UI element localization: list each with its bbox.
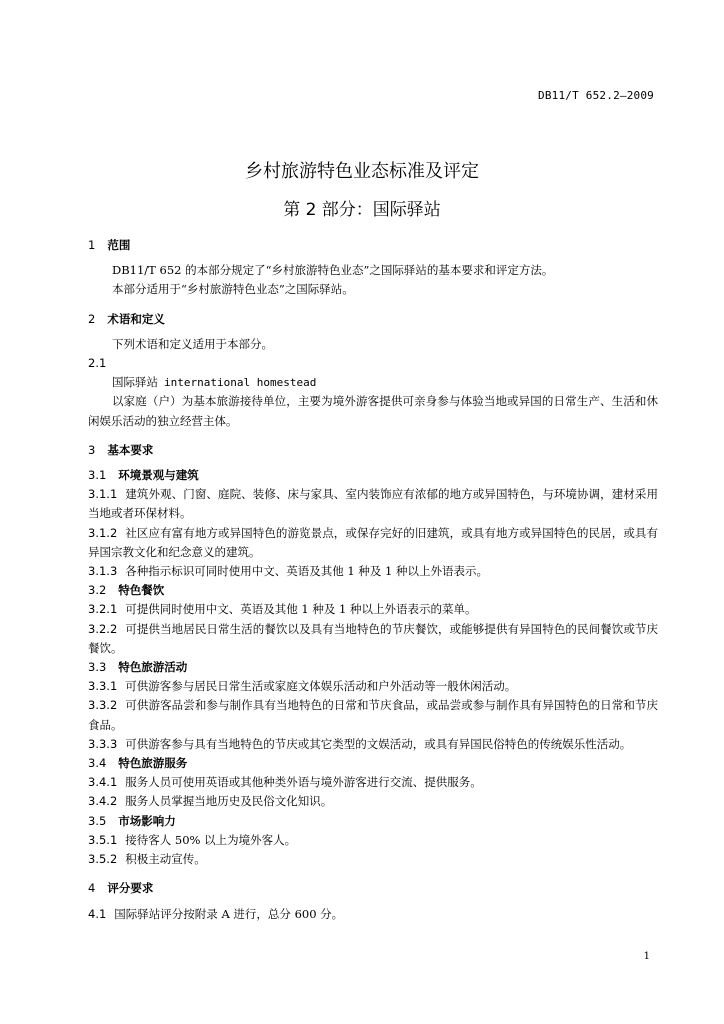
clause-number: 3.1.1 [88,487,118,502]
clause-item [88,677,658,696]
clause-text: 服务人员可使用英语或其他种类外语与境外游客进行交流、提供服务。 [125,775,482,790]
section-heading-scoring [88,879,658,898]
clause-number: 3.2.1 [88,602,118,617]
paragraph: DB11/T 652 的本部分规定了“乡村旅游特色业态”之国际驿站的基本要求和评定方法。 [112,263,554,278]
clause-item [88,850,658,869]
subsection-title: 特色旅游活动 [118,660,188,675]
clause-number: 4.1 [88,906,107,921]
term-definition: 以家庭（户）为基本旅游接待单位，主要为境外游客提供可亲身参与体验当地或异国的日常生产、生活和休闲娱乐活动的独立经营主体。 [88,394,658,428]
subsection-heading [88,466,658,485]
term-number: 2.1 [88,356,107,371]
clause-text: 可提供当地居民日常生活的餐饮以及具有当地特色的节庆餐饮，或能够提供有异国特色的民间餐饮或节庆餐饮。 [88,621,658,655]
section-number: 2 [88,311,96,326]
subsection-number: 3.2 [88,583,107,598]
clause-number: 3.5.2 [88,852,118,867]
subsection-number: 3.5 [88,813,107,828]
section-title: 范围 [107,238,131,252]
clause-number: 3.4.1 [88,775,118,790]
subsection-title: 特色旅游服务 [118,756,188,771]
clause-text: 接待客人 50% 以上为境外客人。 [125,832,297,847]
clause-text: 各种指示标识可同时使用中文、英语及其他 1 种及 1 种以上外语表示。 [125,564,489,579]
paragraph: 本部分适用于“乡村旅游特色业态”之国际驿站。 [112,282,354,297]
clause-item [88,696,658,734]
clause-text: 建筑外观、门窗、庭院、装修、床与家具、室内装饰应有浓郁的地方或异国特色，与环境协调，建材采用当地或者环保材料。 [88,487,658,521]
clause-text: 可提供同时使用中文、英语及其他 1 种及 1 种以上外语表示的菜单。 [125,602,477,617]
subsection-heading [88,812,658,831]
clause-number: 3.1.3 [88,564,118,579]
clause-text: 社区应有富有地方或异国特色的游览景点，或保存完好的旧建筑，或具有地方或异国特色的民居，或具有异国宗教文化和纪念意义的建筑。 [88,525,658,559]
clause-text: 积极主动宣传。 [125,852,206,867]
subsection-title: 市场影响力 [118,813,176,828]
subsection-number: 3.1 [88,468,107,483]
clause-number: 3.3.3 [88,736,118,751]
subsection-title: 特色餐饮 [118,583,165,598]
clause-text: 服务人员掌握当地历史及民俗文化知识。 [125,794,333,809]
section-heading-basic-requirements [88,441,658,460]
document-body [88,236,658,924]
clause-number: 3.2.2 [88,621,118,636]
clause-item [88,485,658,523]
subsection-number: 3.3 [88,660,107,675]
clause-number: 3.1.2 [88,525,118,540]
section-number: 1 [88,238,96,252]
clause-text: 国际驿站评分按附录 A 进行，总分 600 分。 [114,906,344,921]
subsection-heading [88,658,658,677]
clause-number: 3.5.1 [88,832,118,847]
subsection-title: 环境景观与建筑 [118,468,199,483]
clause-item [88,905,658,924]
clause-number: 3.3.1 [88,679,118,694]
section-title: 术语和定义 [107,311,165,326]
section-title: 基本要求 [107,442,154,457]
clause-number: 3.3.2 [88,698,118,713]
clause-text: 可供游客参与具有当地特色的节庆或其它类型的文娱活动，或具有异国民俗特色的传统娱乐性活动。 [125,736,632,751]
section-number: 3 [88,442,96,457]
clause-item [88,620,658,658]
clause-item [88,831,658,850]
section-heading-scope [88,236,658,255]
clause-text: 可供游客参与居民日常生活或家庭文体娱乐活动和户外活动等一般休闲活动。 [125,679,517,694]
term-entry [88,373,658,392]
clause-item [88,792,658,811]
document-subtitle: 第 2 部分：国际驿站 [283,200,441,220]
document-title: 乡村旅游特色业态标准及评定 [245,161,479,182]
section-heading-terms [88,310,658,329]
clause-item [88,773,658,792]
clause-item [88,735,658,754]
subsection-number: 3.4 [88,756,107,771]
clause-item [88,524,658,562]
document-number: DB11/T 652.2—2009 [538,89,654,102]
clause-number: 3.4.2 [88,794,118,809]
paragraph: 下列术语和定义适用于本部分。 [112,336,273,351]
term-english: international homestead [164,376,317,390]
subsection-heading [88,754,658,773]
clause-text: 可供游客品尝和参与制作具有当地特色的日常和节庆食品，或品尝或参与制作具有异国特色的日常和节庆食品。 [88,698,658,732]
section-title: 评分要求 [107,881,154,896]
term-chinese: 国际驿站 [112,375,158,390]
clause-item [88,600,658,619]
section-number: 4 [88,881,96,896]
clause-item [88,562,658,581]
subsection-heading [88,581,658,600]
page-number: 1 [643,951,650,962]
